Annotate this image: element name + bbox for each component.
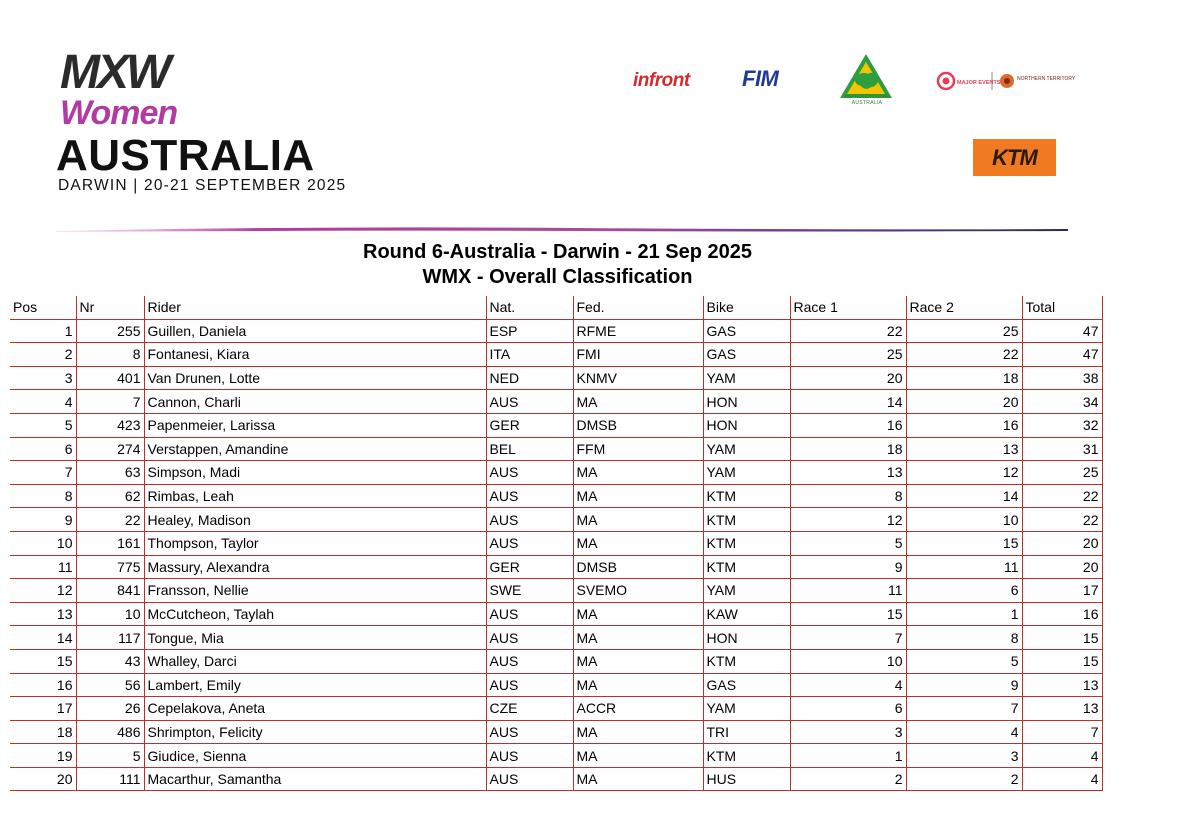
cell-nr: 423	[76, 413, 144, 437]
cell-fed: ACCR	[573, 697, 703, 721]
table-row	[10, 555, 1102, 579]
cell-nat: BEL	[486, 437, 573, 461]
cell-bike: TRI	[703, 720, 790, 744]
cell-nat: GER	[486, 413, 573, 437]
cell-rider: Van Drunen, Lotte	[144, 366, 486, 390]
cell-pos: 19	[10, 744, 76, 768]
cell-nr: 43	[76, 649, 144, 673]
cell-bike: YAM	[703, 366, 790, 390]
cell-pos: 7	[10, 461, 76, 485]
cell-nat: AUS	[486, 626, 573, 650]
cell-fed: DMSB	[573, 555, 703, 579]
cell-nat: AUS	[486, 461, 573, 485]
cell-nr: 274	[76, 437, 144, 461]
cell-nr: 841	[76, 579, 144, 603]
cell-race1: 6	[790, 697, 906, 721]
cell-race2: 20	[906, 390, 1022, 414]
cell-bike: GAS	[703, 319, 790, 343]
col-header-total: Total	[1022, 296, 1102, 319]
cell-bike: GAS	[703, 673, 790, 697]
cell-nr: 401	[76, 366, 144, 390]
cell-bike: KTM	[703, 484, 790, 508]
cell-rider: Whalley, Darci	[144, 649, 486, 673]
cell-nr: 111	[76, 767, 144, 791]
table-row	[10, 319, 1102, 343]
cell-bike: HON	[703, 390, 790, 414]
col-header-nat: Nat.	[486, 296, 573, 319]
cell-race1: 5	[790, 531, 906, 555]
cell-race2: 11	[906, 555, 1022, 579]
table-row	[10, 413, 1102, 437]
table-row	[10, 579, 1102, 603]
cell-rider: Simpson, Madi	[144, 461, 486, 485]
cell-nat: GER	[486, 555, 573, 579]
cell-race2: 6	[906, 579, 1022, 603]
col-header-nr: Nr	[76, 296, 144, 319]
cell-race1: 4	[790, 673, 906, 697]
cell-pos: 16	[10, 673, 76, 697]
table-row	[10, 366, 1102, 390]
major-events-text: MAJOR EVENTS	[957, 80, 1001, 86]
cell-rider: Rimbas, Leah	[144, 484, 486, 508]
results-table	[10, 296, 1103, 791]
cell-rider: Giudice, Sienna	[144, 744, 486, 768]
cell-total: 20	[1022, 531, 1102, 555]
cell-rider: Lambert, Emily	[144, 673, 486, 697]
women-logo-text: Women	[60, 94, 178, 132]
cell-nr: 63	[76, 461, 144, 485]
cell-total: 38	[1022, 366, 1102, 390]
mxw-women-logo	[58, 46, 238, 132]
cell-race1: 14	[790, 390, 906, 414]
cell-pos: 11	[10, 555, 76, 579]
table-row	[10, 673, 1102, 697]
table-row	[10, 484, 1102, 508]
cell-fed: MA	[573, 744, 703, 768]
cell-total: 4	[1022, 744, 1102, 768]
table-row	[10, 461, 1102, 485]
cell-fed: MA	[573, 484, 703, 508]
cell-fed: FFM	[573, 437, 703, 461]
cell-rider: Massury, Alexandra	[144, 555, 486, 579]
cell-race2: 2	[906, 767, 1022, 791]
cell-total: 34	[1022, 390, 1102, 414]
table-row	[10, 697, 1102, 721]
ktm-logo: KTM	[973, 139, 1056, 176]
cell-total: 25	[1022, 461, 1102, 485]
cell-nat: AUS	[486, 508, 573, 532]
cell-fed: MA	[573, 602, 703, 626]
cell-nr: 8	[76, 343, 144, 367]
cell-rider: Verstappen, Amandine	[144, 437, 486, 461]
cell-nat: AUS	[486, 767, 573, 791]
cell-nat: AUS	[486, 720, 573, 744]
table-row	[10, 508, 1102, 532]
table-row	[10, 437, 1102, 461]
cell-rider: Cepelakova, Aneta	[144, 697, 486, 721]
cell-total: 47	[1022, 319, 1102, 343]
cell-race2: 5	[906, 649, 1022, 673]
table-row	[10, 626, 1102, 650]
cell-fed: MA	[573, 673, 703, 697]
cell-fed: MA	[573, 508, 703, 532]
cell-race1: 8	[790, 484, 906, 508]
cell-rider: Healey, Madison	[144, 508, 486, 532]
cell-race2: 22	[906, 343, 1022, 367]
event-venue-dates: DARWIN | 20-21 SEPTEMBER 2025	[58, 177, 347, 194]
cell-nat: AUS	[486, 649, 573, 673]
cell-fed: KNMV	[573, 366, 703, 390]
cell-race1: 15	[790, 602, 906, 626]
cell-bike: KTM	[703, 555, 790, 579]
cell-nat: AUS	[486, 484, 573, 508]
col-header-race1: Race 1	[790, 296, 906, 319]
cell-total: 15	[1022, 626, 1102, 650]
cell-pos: 13	[10, 602, 76, 626]
cell-nr: 255	[76, 319, 144, 343]
results-body	[10, 319, 1102, 791]
cell-pos: 3	[10, 366, 76, 390]
col-header-pos: Pos	[10, 296, 76, 319]
cell-race1: 12	[790, 508, 906, 532]
cell-total: 32	[1022, 413, 1102, 437]
cell-fed: MA	[573, 390, 703, 414]
cell-race2: 12	[906, 461, 1022, 485]
cell-bike: YAM	[703, 579, 790, 603]
cell-race2: 3	[906, 744, 1022, 768]
cell-total: 47	[1022, 343, 1102, 367]
table-row	[10, 767, 1102, 791]
cell-nat: AUS	[486, 390, 573, 414]
table-row	[10, 744, 1102, 768]
cell-fed: MA	[573, 720, 703, 744]
northern-territory-text: NORTHERN TERRITORY	[1017, 76, 1076, 82]
cell-nr: 56	[76, 673, 144, 697]
cell-nr: 161	[76, 531, 144, 555]
table-header-row	[10, 296, 1102, 319]
cell-total: 17	[1022, 579, 1102, 603]
table-row	[10, 602, 1102, 626]
cell-race1: 9	[790, 555, 906, 579]
cell-pos: 17	[10, 697, 76, 721]
cell-race2: 14	[906, 484, 1022, 508]
cell-pos: 12	[10, 579, 76, 603]
cell-bike: KTM	[703, 744, 790, 768]
cell-rider: Papenmeier, Larissa	[144, 413, 486, 437]
cell-bike: HUS	[703, 767, 790, 791]
cell-rider: Tongue, Mia	[144, 626, 486, 650]
cell-nat: AUS	[486, 602, 573, 626]
page-subtitle: WMX - Overall Classification	[422, 266, 693, 288]
col-header-rider: Rider	[144, 296, 486, 319]
cell-pos: 5	[10, 413, 76, 437]
cell-nr: 62	[76, 484, 144, 508]
motorcycling-australia-text: MOTORCYCLING AUSTRALIA	[844, 94, 890, 106]
cell-rider: Fontanesi, Kiara	[144, 343, 486, 367]
cell-race1: 20	[790, 366, 906, 390]
cell-race1: 10	[790, 649, 906, 673]
cell-nr: 26	[76, 697, 144, 721]
cell-nat: NED	[486, 366, 573, 390]
cell-bike: HON	[703, 626, 790, 650]
col-header-bike: Bike	[703, 296, 790, 319]
cell-bike: YAM	[703, 437, 790, 461]
cell-rider: Macarthur, Samantha	[144, 767, 486, 791]
cell-bike: KTM	[703, 531, 790, 555]
cell-fed: MA	[573, 649, 703, 673]
cell-total: 15	[1022, 649, 1102, 673]
cell-nr: 10	[76, 602, 144, 626]
cell-pos: 18	[10, 720, 76, 744]
cell-race2: 25	[906, 319, 1022, 343]
table-row	[10, 343, 1102, 367]
cell-race2: 9	[906, 673, 1022, 697]
cell-rider: Cannon, Charli	[144, 390, 486, 414]
cell-fed: DMSB	[573, 413, 703, 437]
cell-rider: Fransson, Nellie	[144, 579, 486, 603]
cell-fed: FMI	[573, 343, 703, 367]
cell-nat: CZE	[486, 697, 573, 721]
cell-pos: 1	[10, 319, 76, 343]
table-row	[10, 531, 1102, 555]
cell-nat: ESP	[486, 319, 573, 343]
cell-nr: 7	[76, 390, 144, 414]
cell-pos: 9	[10, 508, 76, 532]
cell-total: 22	[1022, 508, 1102, 532]
cell-rider: Shrimpton, Felicity	[144, 720, 486, 744]
cell-nat: AUS	[486, 531, 573, 555]
cell-pos: 4	[10, 390, 76, 414]
cell-nr: 775	[76, 555, 144, 579]
col-header-fed: Fed.	[573, 296, 703, 319]
col-header-race2: Race 2	[906, 296, 1022, 319]
cell-bike: YAM	[703, 697, 790, 721]
page-title: Round 6-Australia - Darwin - 21 Sep 2025	[363, 241, 752, 263]
cell-race2: 4	[906, 720, 1022, 744]
table-row	[10, 390, 1102, 414]
cell-race1: 11	[790, 579, 906, 603]
cell-pos: 10	[10, 531, 76, 555]
cell-race2: 16	[906, 413, 1022, 437]
cell-race1: 16	[790, 413, 906, 437]
cell-rider: Guillen, Daniela	[144, 319, 486, 343]
cell-nat: AUS	[486, 673, 573, 697]
cell-total: 13	[1022, 673, 1102, 697]
cell-pos: 8	[10, 484, 76, 508]
cell-total: 22	[1022, 484, 1102, 508]
cell-race1: 25	[790, 343, 906, 367]
cell-fed: MA	[573, 461, 703, 485]
cell-race1: 22	[790, 319, 906, 343]
cell-nr: 5	[76, 744, 144, 768]
cell-total: 16	[1022, 602, 1102, 626]
cell-race2: 15	[906, 531, 1022, 555]
cell-fed: RFME	[573, 319, 703, 343]
cell-total: 13	[1022, 697, 1102, 721]
infront-logo: infront	[633, 70, 690, 91]
cell-bike: YAM	[703, 461, 790, 485]
cell-race2: 1	[906, 602, 1022, 626]
cell-race2: 10	[906, 508, 1022, 532]
cell-total: 31	[1022, 437, 1102, 461]
major-events-nt-logo	[937, 69, 1076, 93]
cell-bike: HON	[703, 413, 790, 437]
header-divider	[56, 222, 1068, 236]
cell-nr: 486	[76, 720, 144, 744]
mxw-logo-text: MXW	[60, 46, 169, 99]
cell-race2: 18	[906, 366, 1022, 390]
cell-pos: 14	[10, 626, 76, 650]
cell-fed: MA	[573, 767, 703, 791]
cell-nr: 22	[76, 508, 144, 532]
cell-bike: GAS	[703, 343, 790, 367]
cell-fed: MA	[573, 531, 703, 555]
cell-fed: MA	[573, 626, 703, 650]
cell-total: 4	[1022, 767, 1102, 791]
cell-bike: KTM	[703, 508, 790, 532]
fim-logo: FIM	[742, 66, 779, 91]
cell-race2: 13	[906, 437, 1022, 461]
cell-nat: AUS	[486, 744, 573, 768]
event-country: AUSTRALIA	[56, 131, 315, 180]
cell-bike: KAW	[703, 602, 790, 626]
cell-pos: 15	[10, 649, 76, 673]
cell-race1: 13	[790, 461, 906, 485]
cell-fed: SVEMO	[573, 579, 703, 603]
cell-race1: 1	[790, 744, 906, 768]
cell-pos: 20	[10, 767, 76, 791]
cell-total: 7	[1022, 720, 1102, 744]
cell-race1: 3	[790, 720, 906, 744]
cell-race2: 8	[906, 626, 1022, 650]
cell-rider: McCutcheon, Taylah	[144, 602, 486, 626]
table-row	[10, 720, 1102, 744]
cell-pos: 6	[10, 437, 76, 461]
cell-nr: 117	[76, 626, 144, 650]
cell-total: 20	[1022, 555, 1102, 579]
cell-race1: 18	[790, 437, 906, 461]
cell-race1: 7	[790, 626, 906, 650]
cell-race2: 7	[906, 697, 1022, 721]
cell-race1: 2	[790, 767, 906, 791]
cell-pos: 2	[10, 343, 76, 367]
cell-rider: Thompson, Taylor	[144, 531, 486, 555]
cell-nat: ITA	[486, 343, 573, 367]
cell-nat: SWE	[486, 579, 573, 603]
table-row	[10, 649, 1102, 673]
cell-bike: KTM	[703, 649, 790, 673]
